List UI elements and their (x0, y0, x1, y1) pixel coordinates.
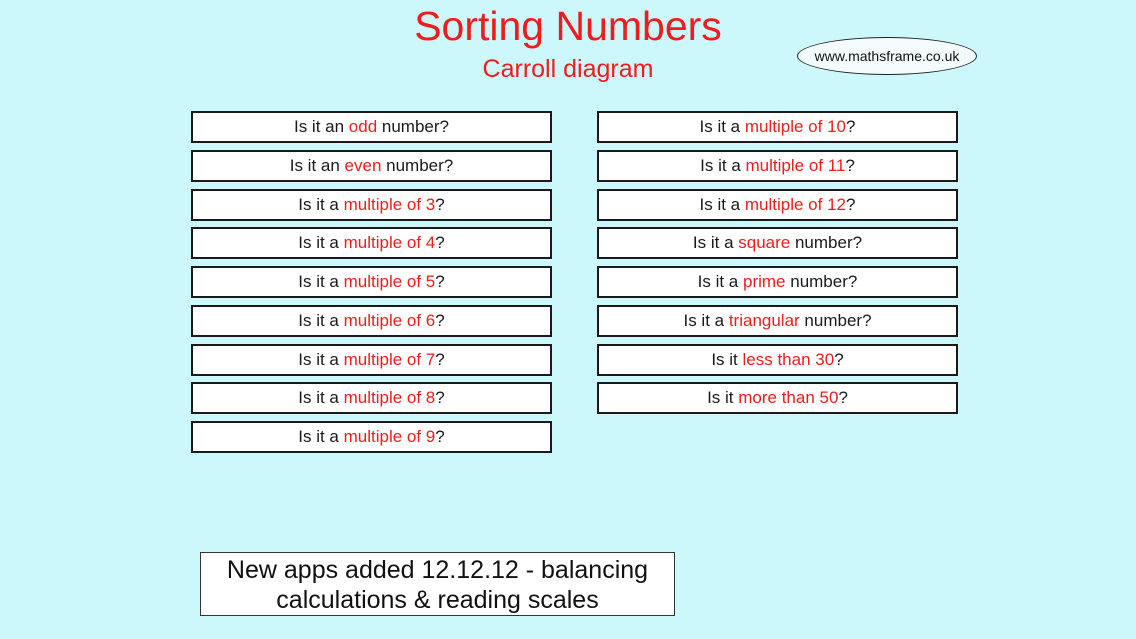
question-key: multiple of 8 (343, 388, 436, 408)
question-suffix: ? (846, 117, 856, 136)
question-suffix: ? (435, 427, 445, 446)
question-suffix: ? (435, 388, 445, 408)
site-link[interactable]: www.mathsframe.co.uk (797, 37, 977, 75)
question-suffix: number? (799, 310, 872, 330)
question-key: multiple of 3 (343, 194, 436, 214)
notice-line-1: New apps added 12.12.12 - balancing (226, 556, 649, 584)
question-key: even (344, 155, 382, 175)
question-prefix: Is it an (289, 155, 345, 175)
question-key: triangular (728, 310, 800, 330)
question-suffix: ? (435, 194, 445, 214)
question-key: multiple of 7 (343, 349, 436, 369)
question-prefix: Is it a (298, 272, 344, 291)
question-prefix: Is it a (683, 310, 729, 330)
question-button-prime[interactable] (597, 266, 958, 298)
question-key: multiple of 9 (343, 427, 436, 446)
question-button-multiple-of-11[interactable] (597, 150, 958, 182)
question-prefix: Is it a (298, 233, 344, 253)
question-button-multiple-of-8[interactable] (191, 382, 552, 414)
question-prefix: Is it a (699, 194, 745, 214)
question-prefix: Is it (707, 388, 739, 408)
question-suffix: ? (435, 349, 445, 369)
question-prefix: Is it a (298, 349, 344, 369)
question-button-less-than-30[interactable] (597, 344, 958, 376)
question-button-multiple-of-9[interactable] (191, 421, 552, 453)
question-key: multiple of 12 (744, 194, 846, 214)
questions-left-column (191, 111, 552, 460)
question-button-triangular[interactable] (597, 305, 958, 337)
question-button-multiple-of-6[interactable] (191, 305, 552, 337)
question-button-multiple-of-4[interactable] (191, 227, 552, 259)
question-button-multiple-of-5[interactable] (191, 266, 552, 298)
question-suffix: number? (790, 233, 863, 253)
question-prefix: Is it a (298, 194, 344, 214)
question-key: multiple of 10 (744, 117, 846, 136)
question-key: less than 30 (742, 349, 835, 369)
question-prefix: Is it a (699, 117, 745, 136)
question-key: square (738, 233, 791, 253)
question-button-multiple-of-3[interactable] (191, 189, 552, 221)
question-key: more than 50 (738, 388, 839, 408)
question-prefix: Is it a (692, 233, 739, 253)
question-prefix: Is it a (298, 310, 344, 330)
question-suffix: ? (435, 310, 445, 330)
question-key: multiple of 11 (745, 155, 846, 175)
question-prefix: Is it a (700, 155, 746, 175)
question-prefix: Is it a (298, 427, 344, 446)
page-title: Sorting Numbers (414, 3, 722, 49)
question-prefix: Is it a (697, 272, 743, 291)
question-suffix: ? (845, 155, 855, 175)
question-button-square[interactable] (597, 227, 958, 259)
question-key: multiple of 4 (343, 233, 436, 253)
page-subtitle: Carroll diagram (482, 55, 654, 83)
question-prefix: Is it an (293, 117, 349, 136)
question-button-multiple-of-12[interactable] (597, 189, 958, 221)
question-key: multiple of 5 (343, 272, 436, 291)
question-suffix: number? (377, 117, 449, 136)
question-key: odd (348, 117, 378, 136)
new-apps-notice[interactable] (200, 552, 675, 616)
question-suffix: ? (435, 233, 445, 253)
question-button-even[interactable] (191, 150, 552, 182)
question-suffix: number? (785, 272, 858, 291)
question-suffix: ? (834, 349, 844, 369)
question-key: prime (743, 272, 786, 291)
questions-right-column (597, 111, 958, 421)
notice-line-2: calculations & reading scales (276, 586, 599, 614)
question-button-odd[interactable] (191, 111, 552, 143)
question-button-more-than-50[interactable] (597, 382, 958, 414)
question-suffix: ? (846, 194, 856, 214)
question-suffix: ? (435, 272, 445, 291)
question-suffix: ? (838, 388, 848, 408)
question-prefix: Is it a (298, 388, 344, 408)
question-key: multiple of 6 (343, 310, 436, 330)
question-button-multiple-of-10[interactable] (597, 111, 958, 143)
question-suffix: number? (381, 155, 454, 175)
question-button-multiple-of-7[interactable] (191, 344, 552, 376)
question-prefix: Is it (711, 349, 743, 369)
